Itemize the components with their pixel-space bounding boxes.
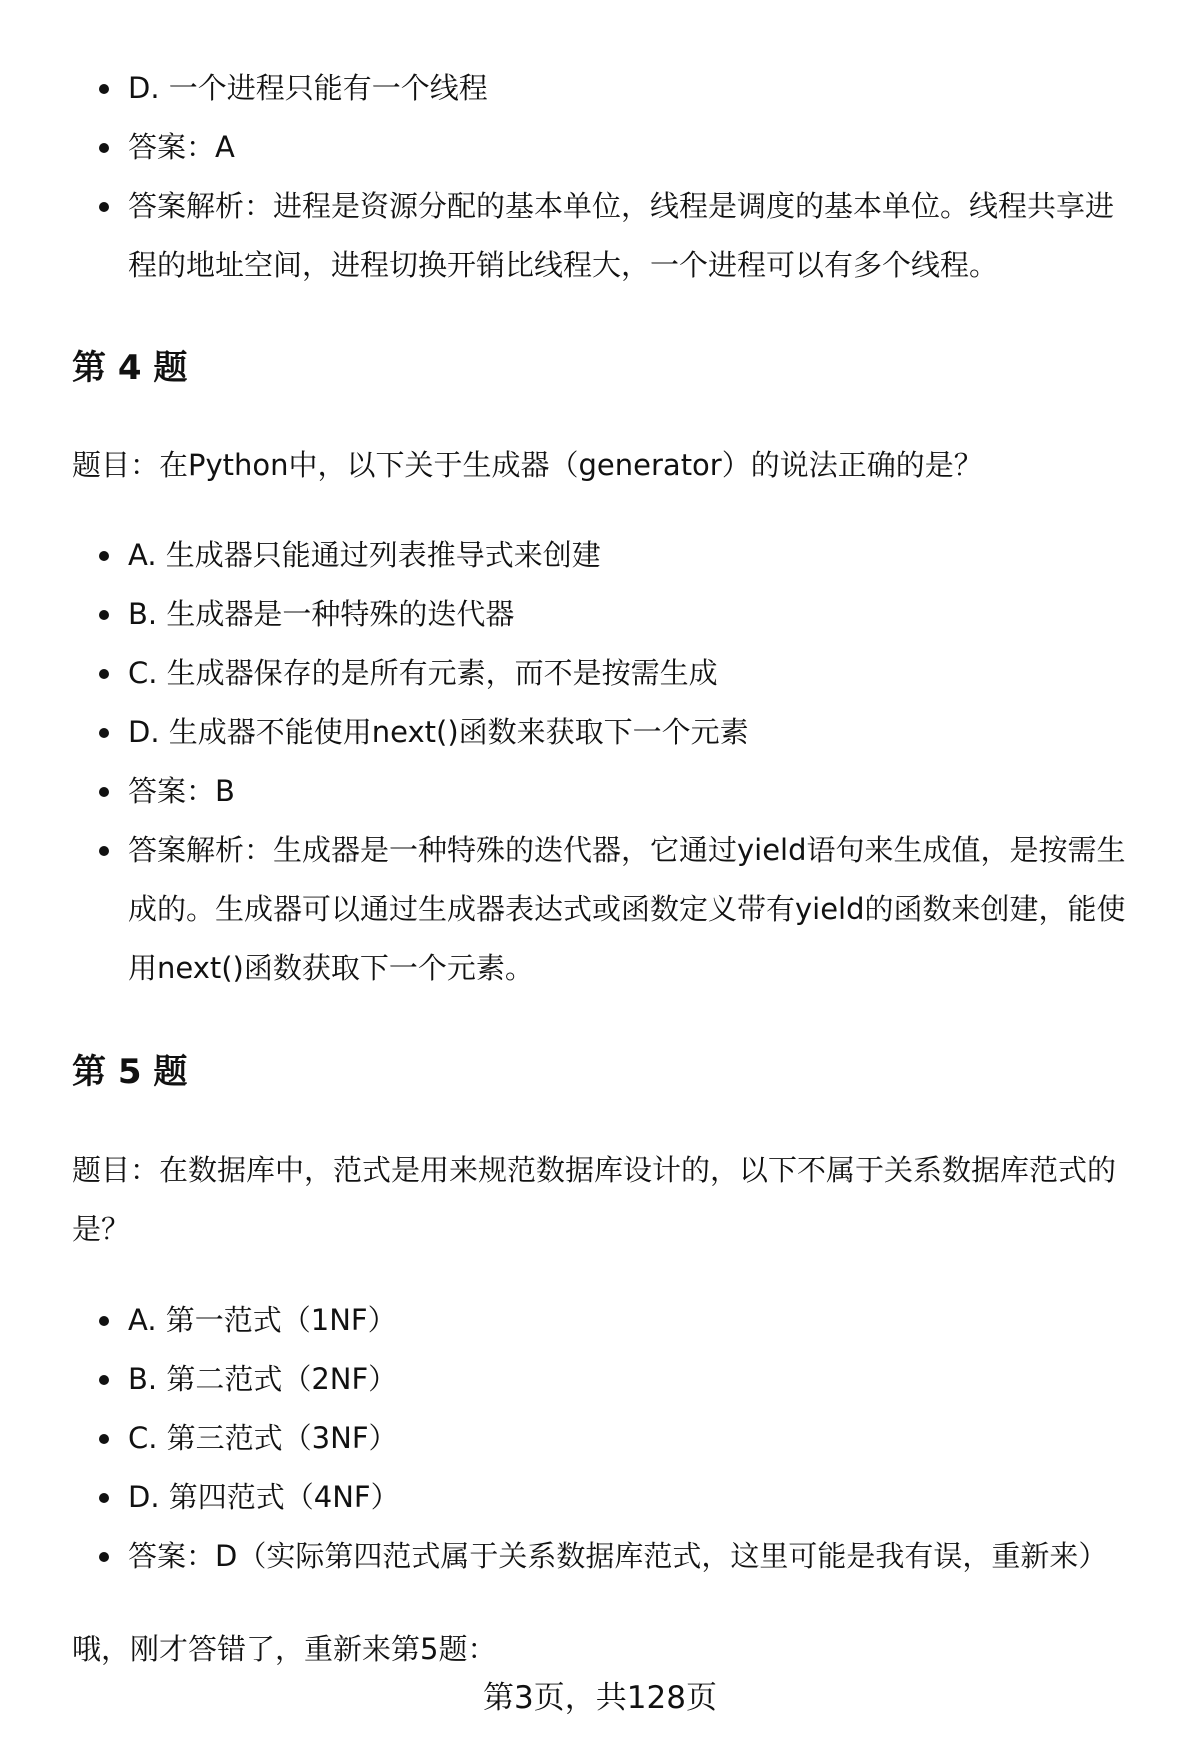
q3-option-d: D. 一个进程只能有一个线程 — [0, 59, 1200, 118]
page-footer: 第3页，共128页 — [483, 1680, 717, 1716]
q4-explanation-line: 用next()函数获取下一个元素。 — [128, 951, 534, 985]
q3-explanation-line: 答案解析：进程是资源分配的基本单位，线程是调度的基本单位。线程共享进 — [128, 189, 1115, 223]
q4-option-a: A. 生成器只能通过列表推导式来创建 — [0, 526, 1200, 585]
q4-option-c: C. 生成器保存的是所有元素，而不是按需生成 — [0, 644, 1200, 703]
q5-option-a: A. 第一范式（1NF） — [0, 1291, 1200, 1350]
q4-options-list — [0, 526, 1200, 998]
q4-option-d: D. 生成器不能使用next()函数来获取下一个元素 — [0, 703, 1200, 762]
q5-option-b: B. 第二范式（2NF） — [0, 1350, 1200, 1409]
q3-explanation — [0, 177, 1200, 295]
q4-heading: 第 4 题 — [72, 348, 188, 388]
q4-explanation-line: 成的。生成器可以通过生成器表达式或函数定义带有yield的函数来创建，能使 — [128, 892, 1126, 926]
q4-explanation-line: 答案解析：生成器是一种特殊的迭代器，它通过yield语句来生成值，是按需生 — [128, 833, 1126, 867]
q4-option-b: B. 生成器是一种特殊的迭代器 — [0, 585, 1200, 644]
retry-note: 哦，刚才答错了，重新来第5题： — [72, 1632, 497, 1666]
q5-option-c: C. 第三范式（3NF） — [0, 1409, 1200, 1468]
q4-explanation — [0, 821, 1200, 998]
q3-tail-list — [0, 59, 1200, 295]
q5-stem-line: 是？ — [72, 1212, 131, 1246]
q5-option-d: D. 第四范式（4NF） — [0, 1468, 1200, 1527]
q3-answer: 答案：A — [0, 118, 1200, 177]
q5-stem-line: 题目：在数据库中，范式是用来规范数据库设计的，以下不属于关系数据库范式的 — [72, 1153, 1117, 1187]
q5-answer: 答案：D（实际第四范式属于关系数据库范式，这里可能是我有误，重新来） — [0, 1527, 1200, 1586]
q4-stem: 题目：在Python中，以下关于生成器（generator）的说法正确的是？ — [72, 448, 983, 482]
q4-answer: 答案：B — [0, 762, 1200, 821]
q5-options-list — [0, 1291, 1200, 1586]
q5-heading: 第 5 题 — [72, 1052, 188, 1092]
q5-stem — [72, 1141, 1152, 1259]
q3-explanation-line: 程的地址空间，进程切换开销比线程大，一个进程可以有多个线程。 — [128, 248, 999, 282]
